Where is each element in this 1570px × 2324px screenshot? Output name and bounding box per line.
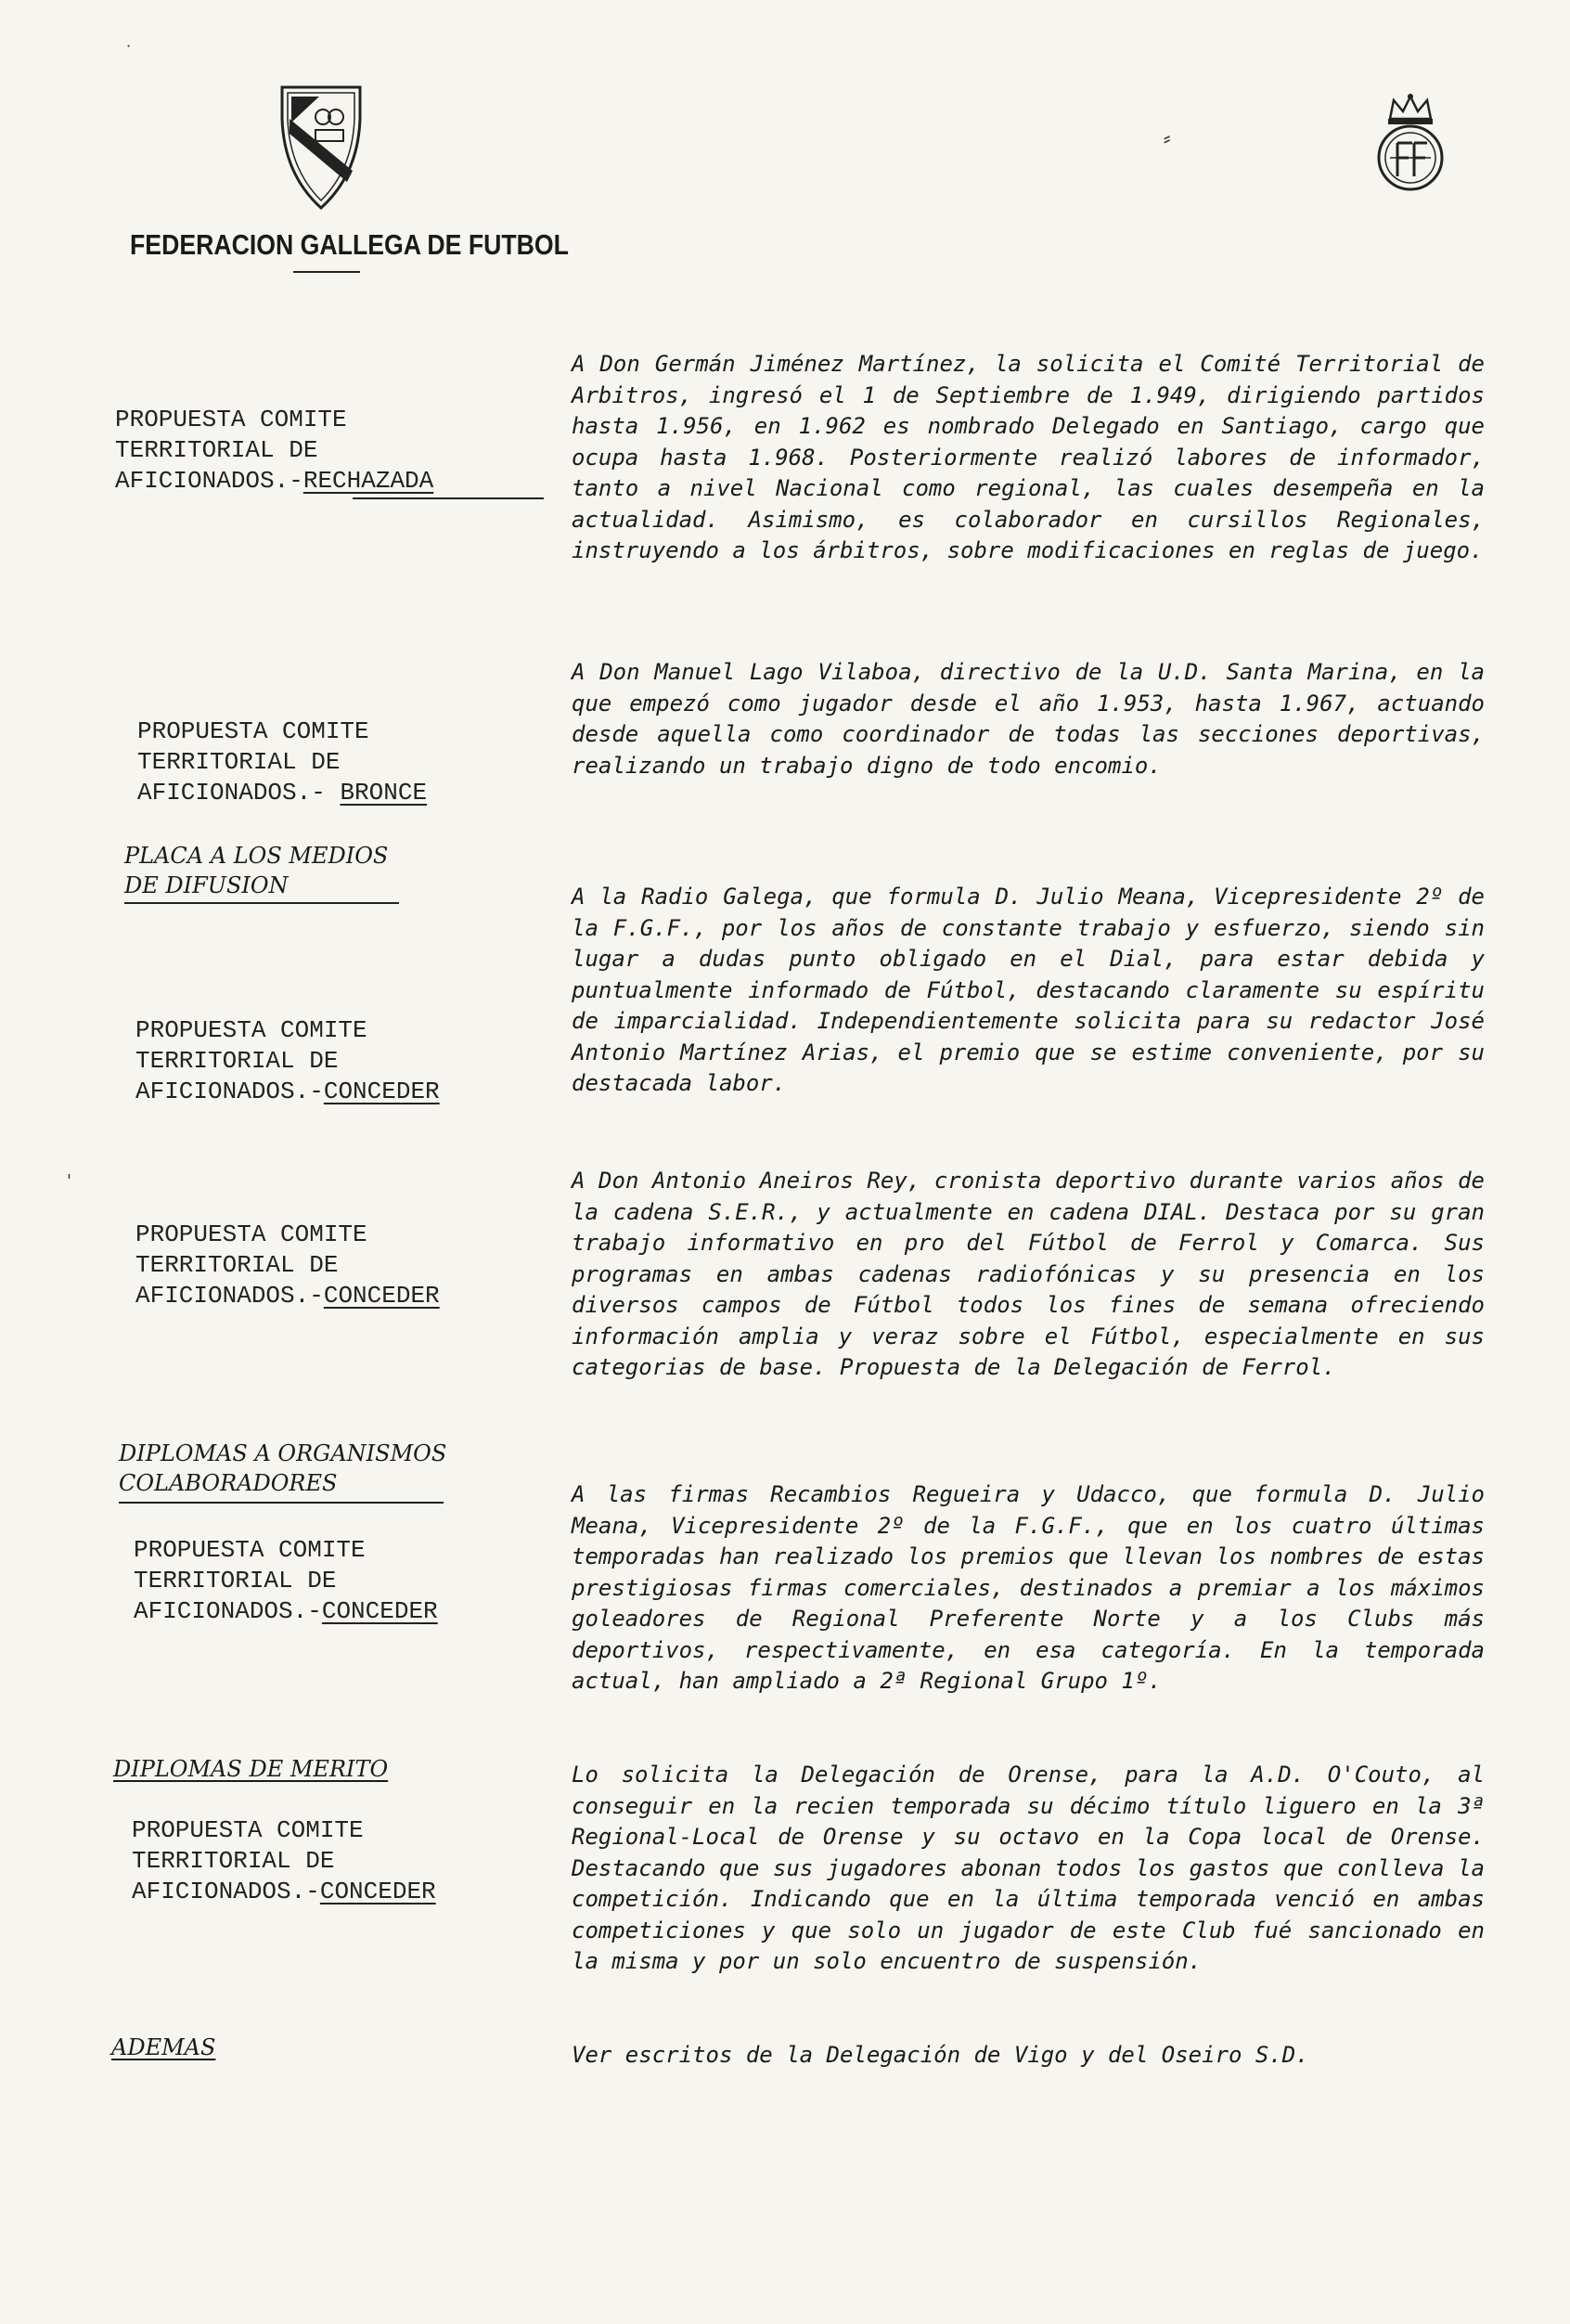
entry-paragraph: A Don Antonio Aneiros Rey, cronista deportivo durante varios años de la cadena S.E.R., y actualmente en cadena DIAL. Destaca por su gran trabajo informativo en pro del Fútbol de Ferrol y Comarca. Sus programas en ambas cadenas radiofónicas y su presencia en los diversos campos de Fútbol todos los fines de semana ofreciendo información amplia y veraz sobre el Fútbol, especialmente en sus categorias de base. Propuesta de la Delegación de Ferrol. <box>572 1168 1485 1380</box>
verdict-conceder: CONCEDER <box>321 1597 438 1625</box>
proposal-label: PROPUESTA COMITE TERRITORIAL DE AFICIONADOS.- BRONCE <box>137 717 428 807</box>
entry-paragraph: A las firmas Recambios Regueira y Udacco, que formula D. Julio Meana, Vicepresidente 2º de la F.G.F., que en los cuatro últimas temporadas han realizado los premios que llevan los nombres de estas prestigiosas firmas comerciales, destinados a premiar a los máximos goleadores de Regional Preferente Norte y a los Clubs más deportivos, respectivamente, en esa categoría. En la temporada actual, han ampliado a 2ª Regional Grupo 1º. <box>572 1481 1485 1694</box>
verdict-underline <box>353 497 544 499</box>
proposal-label: PROPUESTA COMITE TERRITORIAL DE AFICIONADOS.-CONCEDER <box>135 1016 440 1105</box>
verdict-bronce: BRONCE <box>340 779 428 807</box>
section-heading-placa: PLACA A LOS MEDIOS DE DIFUSION <box>124 843 389 898</box>
proposal-label: PROPUESTA COMITE TERRITORIAL DE AFICIONADOS.-RECHAZADA <box>115 406 434 495</box>
header-rule <box>293 271 360 273</box>
section-heading-ademas: ADEMAS <box>111 2034 216 2060</box>
stray-mark: · <box>126 37 132 55</box>
verdict-conceder: CONCEDER <box>323 1078 440 1105</box>
federation-name: FEDERACION GALLEGA DE FUTBOL <box>130 228 569 261</box>
section-underline <box>124 902 399 904</box>
section-heading-diplomas-merito: DIPLOMAS DE MERITO <box>113 1756 389 1782</box>
stray-mark: ' <box>67 1171 71 1191</box>
entry-paragraph: A Don Manuel Lago Vilaboa, directivo de la U.D. Santa Marina, en la que empezó como jugador desde el año 1.953, hasta 1.967, actuando desde aquella como coordinador de todas las secciones deportivas, realizando un trabajo digno de todo encomio. <box>572 659 1485 779</box>
entry-paragraph: Lo solicita la Delegación de Orense, para la A.D. O'Couto, al conseguir en la recien temporada su décimo título liguero en la 3ª Regional-Local de Orense y su octavo en la Copa local de Orense. Destacando que sus jugadores abonan todos los gastos que conlleva la competición. Indicando que en la última temporada venció en ambas competiciones y que solo un jugador de este Club fué sancionado en la misma y por un solo encuentro de suspensión. <box>572 1762 1485 1974</box>
proposal-label: PROPUESTA COMITE TERRITORIAL DE AFICIONADOS.-CONCEDER <box>135 1220 440 1310</box>
section-heading-diplomas-organismos: DIPLOMAS A ORGANISMOS COLABORADORES <box>119 1440 447 1496</box>
section-underline <box>119 1502 444 1504</box>
entry-paragraph: A la Radio Galega, que formula D. Julio Meana, Vicepresidente 2º de la F.G.F., por los años de constante trabajo y esfuerzo, siendo sin lugar a dudas punto obligado en el Dial, para estar debida y puntualmente informado de Fútbol, destacando claramente su espíritu de imparcialidad. Independientemente solicita para su redactor José Antonio Martínez Arias, el premio que se estime conveniente, por su destacada labor. <box>572 884 1485 1096</box>
proposal-label: PROPUESTA COMITE TERRITORIAL DE AFICIONADOS.-CONCEDER <box>134 1536 438 1625</box>
verdict-rechazada: RECHAZADA <box>302 467 434 495</box>
shield-crest-icon <box>278 82 364 212</box>
entry-paragraph: A Don Germán Jiménez Martínez, la solicita el Comité Territorial de Arbitros, ingresó el 1 de Septiembre de 1.949, dirigiendo partidos hasta 1.956, en 1.962 es nombrado Delegado en Santiago, cargo que ocupa hasta 1.968. Posteriormente realizó labores de informador, tanto a nivel Nacional como regional, las cuales desempeña en la actualidad. Asimismo, es colaborador en cursillos Regionales, instruyendo a los árbitros, sobre modificaciones en reglas de juego. <box>572 351 1485 563</box>
proposal-label: PROPUESTA COMITE TERRITORIAL DE AFICIONADOS.-CONCEDER <box>132 1816 436 1905</box>
crowned-seal-icon <box>1371 91 1449 195</box>
stray-mark: ⸗ <box>1164 127 1171 150</box>
verdict-conceder: CONCEDER <box>323 1282 440 1310</box>
entry-paragraph: Ver escritos de la Delegación de Vigo y del Oseiro S.D. <box>572 2042 1309 2068</box>
verdict-conceder: CONCEDER <box>319 1878 436 1905</box>
